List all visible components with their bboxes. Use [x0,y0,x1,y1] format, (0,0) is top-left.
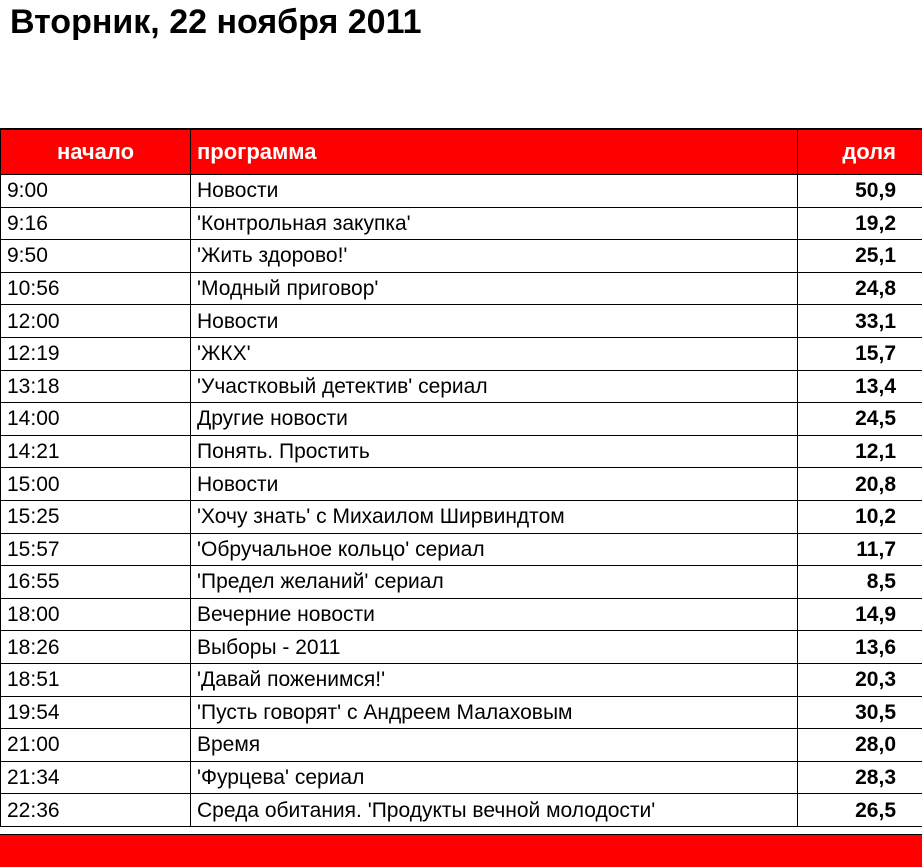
cell-share: 14,9 [798,598,922,631]
cell-time: 9:16 [1,207,191,240]
table-row [1,696,922,729]
table-row [1,272,922,305]
cell-time: 18:26 [1,631,191,664]
cell-program: 'Давай поженимся!' [191,663,798,696]
cell-time: 21:00 [1,729,191,762]
cell-time: 18:51 [1,663,191,696]
cell-program: Вечерние новости [191,598,798,631]
table-row [1,175,922,208]
cell-share: 50,9 [798,175,922,208]
table-row [1,566,922,599]
cell-share: 26,5 [798,794,922,827]
column-header-share: доля [798,129,922,175]
cell-share: 12,1 [798,435,922,468]
cell-program: Время [191,729,798,762]
cell-time: 15:25 [1,500,191,533]
cell-share: 8,5 [798,566,922,599]
cell-share: 19,2 [798,207,922,240]
cell-share: 11,7 [798,533,922,566]
cell-time: 14:00 [1,403,191,436]
cell-share: 33,1 [798,305,922,338]
cell-time: 12:19 [1,337,191,370]
cell-share: 10,2 [798,500,922,533]
cell-share: 28,3 [798,761,922,794]
cell-program: Новости [191,175,798,208]
table-row [1,794,922,827]
cell-program: 'Фурцева' сериал [191,761,798,794]
cell-time: 18:00 [1,598,191,631]
cell-time: 10:56 [1,272,191,305]
cell-share: 24,5 [798,403,922,436]
cell-program: Выборы - 2011 [191,631,798,664]
table-row [1,631,922,664]
footer-bar [0,834,922,867]
cell-time: 14:21 [1,435,191,468]
cell-program: 'Обручальное кольцо' сериал [191,533,798,566]
cell-share: 20,3 [798,663,922,696]
cell-program: Среда обитания. 'Продукты вечной молодости' [191,794,798,827]
cell-share: 15,7 [798,337,922,370]
ratings-table [0,128,922,827]
cell-program: 'Предел желаний' сериал [191,566,798,599]
table-row [1,500,922,533]
cell-time: 9:50 [1,240,191,273]
cell-time: 16:55 [1,566,191,599]
cell-program: 'Участковый детектив' сериал [191,370,798,403]
table-body [1,175,922,827]
cell-program: 'ЖКХ' [191,337,798,370]
cell-share: 24,8 [798,272,922,305]
cell-program: 'Контрольная закупка' [191,207,798,240]
cell-time: 21:34 [1,761,191,794]
cell-program: Другие новости [191,403,798,436]
cell-share: 13,6 [798,631,922,664]
table-row [1,468,922,501]
table-row [1,663,922,696]
cell-time: 15:00 [1,468,191,501]
table-row [1,761,922,794]
cell-share: 30,5 [798,696,922,729]
cell-time: 19:54 [1,696,191,729]
cell-time: 13:18 [1,370,191,403]
table-row [1,240,922,273]
table-row [1,533,922,566]
cell-share: 13,4 [798,370,922,403]
cell-program: 'Хочу знать' с Михаилом Ширвиндтом [191,500,798,533]
cell-share: 28,0 [798,729,922,762]
cell-time: 15:57 [1,533,191,566]
cell-share: 25,1 [798,240,922,273]
table-row [1,370,922,403]
cell-program: 'Жить здорово!' [191,240,798,273]
table-row [1,729,922,762]
cell-program: 'Модный приговор' [191,272,798,305]
page-title: Вторник, 22 ноября 2011 [10,2,422,42]
table-row [1,403,922,436]
cell-program: Понять. Простить [191,435,798,468]
table-row [1,207,922,240]
table-row [1,435,922,468]
column-header-time: начало [1,129,191,175]
cell-time: 22:36 [1,794,191,827]
cell-program: 'Пусть говорят' с Андреем Малаховым [191,696,798,729]
cell-share: 20,8 [798,468,922,501]
cell-time: 9:00 [1,175,191,208]
cell-program: Новости [191,305,798,338]
table-row [1,305,922,338]
cell-time: 12:00 [1,305,191,338]
column-header-program: программа [191,129,798,175]
cell-program: Новости [191,468,798,501]
table-header-row [1,129,922,175]
table-row [1,337,922,370]
table-row [1,598,922,631]
